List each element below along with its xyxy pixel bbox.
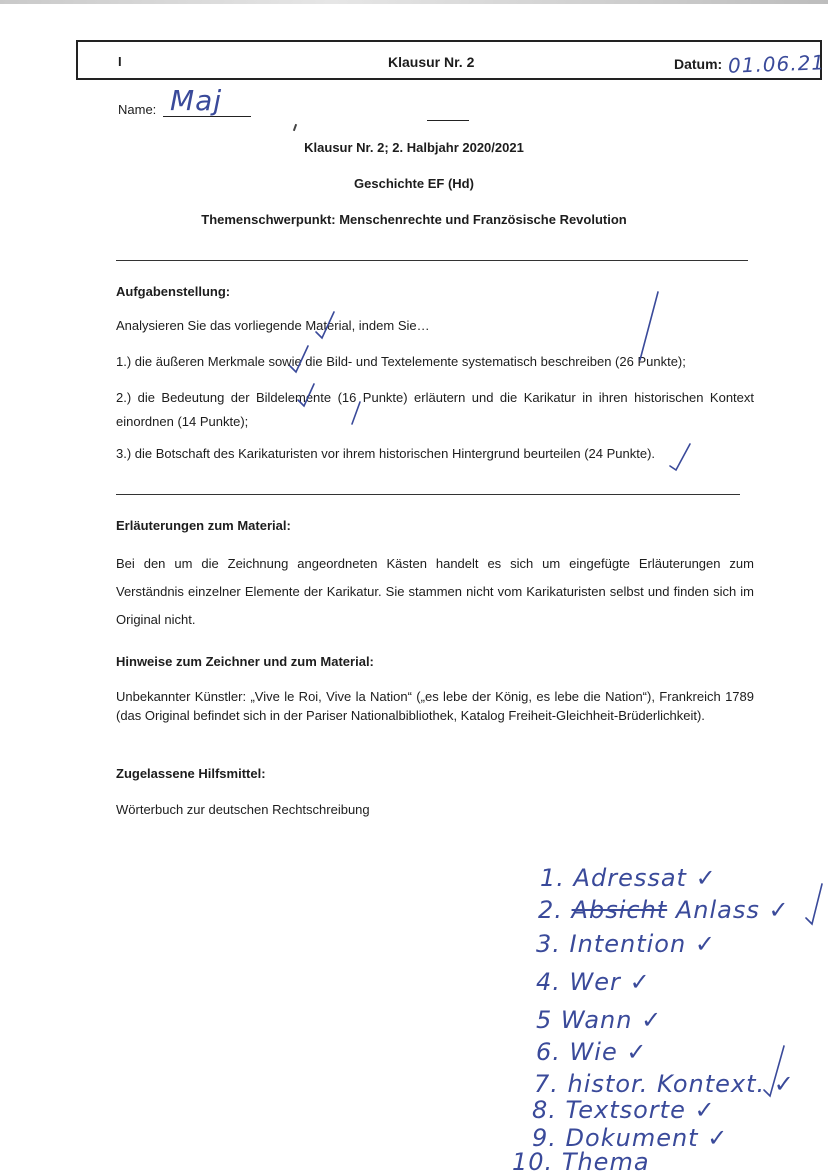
tasks-intro: Analysieren Sie das vorliegende Material, indem Sie…: [116, 318, 430, 333]
material-text: Bei den um die Zeichnung angeordneten Kästen handelt es sich um eingefügte Erläuterungen zum Verständnis einzelner Elemente der Karikatur. Sie stammen nicht vom Karikaturisten selbst und finden sich im Original nicht.: [116, 556, 754, 627]
handwritten-checklist: [512, 860, 822, 1176]
aids-heading: Zugelassene Hilfsmittel:: [116, 766, 266, 781]
aids-text: Wörterbuch zur deutschen Rechtschreibung: [116, 802, 370, 817]
task-item-1: 1.) die äußeren Merkmale sowie die Bild- und Textelemente systematisch beschreiben (26 Punkte);: [116, 354, 686, 369]
scan-edge: [0, 0, 828, 4]
checklist-item: 4. Wer ✓: [536, 968, 651, 996]
checklist-item: 8. Textsorte ✓: [532, 1096, 716, 1124]
tasks-heading: Aufgabenstellung:: [116, 284, 231, 299]
exam-subtitle: Klausur Nr. 2; 2. Halbjahr 2020/2021: [304, 140, 524, 155]
checklist-item: 7. histor. Kontext. ✓: [534, 1070, 795, 1098]
hints-heading: Hinweise zum Zeichner und zum Material:: [116, 654, 374, 669]
checklist-item: 2. Absicht Anlass ✓: [538, 896, 790, 924]
task-item-3: 3.) die Botschaft des Karikaturisten vor ihrem historischen Hintergrund beurteilen (24 Punkte).: [116, 446, 656, 461]
checklist-item: 6. Wie ✓: [536, 1038, 648, 1066]
stray-mark: [293, 124, 297, 131]
hints-text: Unbekannter Künstler: „Vive le Roi, Vive la Nation“ („es lebe der König, es lebe die Nation“), Frankreich 1789 (das Original befindet sich in der Pariser Nationalbibliothek, Katalog Freiheit-Gleichheit-Brüderlichkeit).: [116, 689, 754, 723]
header-box: [76, 40, 826, 80]
checklist-item: 1. Adressat ✓: [540, 864, 717, 892]
checklist-item: 3. Intention ✓: [536, 930, 716, 958]
checklist-item: 9. Dokument ✓: [532, 1124, 729, 1152]
name-value: Maj: [170, 84, 223, 117]
checklist-item: 10. Thema: [512, 1148, 650, 1176]
datum-label: Datum:: [674, 56, 723, 72]
divider-top: [116, 260, 748, 261]
divider-middle: [116, 494, 740, 495]
checklist-item: 5 Wann ✓: [536, 1006, 663, 1034]
exam-topic: Themenschwerpunkt: Menschenrechte und Französische Revolution: [201, 212, 627, 227]
header-left-mark: I: [118, 54, 122, 69]
name-label: Name:: [118, 102, 157, 117]
material-heading: Erläuterungen zum Material:: [116, 518, 291, 533]
task-item-2: 2.) die Bedeutung der Bildelemente (16 Punkte) erläutern und die Karikatur in ihren historischen Kontext einordnen (14 Punkte);: [116, 390, 754, 429]
exam-subject: Geschichte EF (Hd): [354, 176, 474, 191]
header-title: Klausur Nr. 2: [388, 54, 475, 70]
datum-value: 01.06.21: [727, 50, 826, 78]
blank-line: [427, 120, 469, 121]
